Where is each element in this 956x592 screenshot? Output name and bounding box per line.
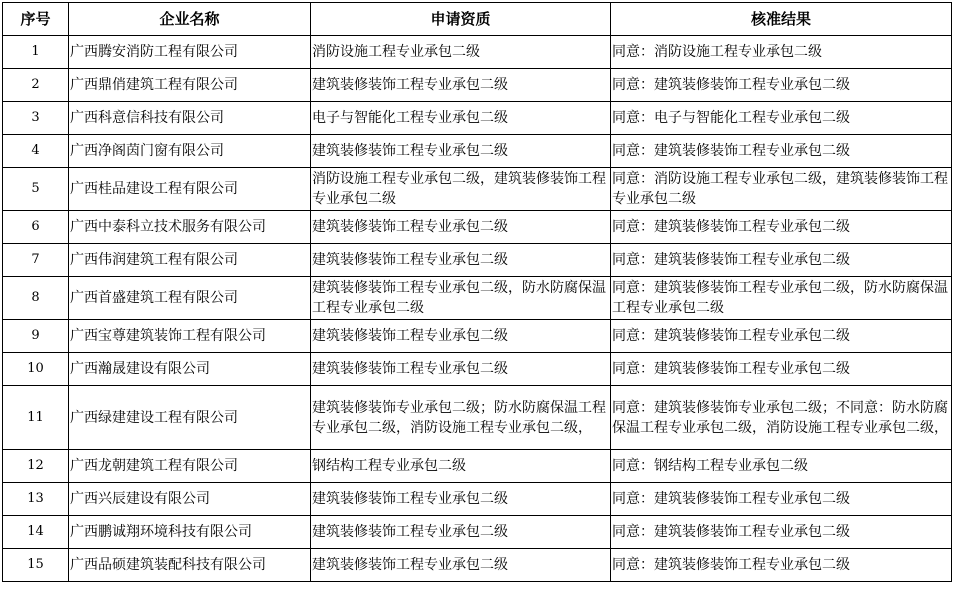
- row-serial-number: 8: [3, 277, 69, 320]
- row-serial-number: 4: [3, 135, 69, 168]
- row-approval-result: 同意：钢结构工程专业承包二级: [611, 450, 952, 483]
- row-company-name: 广西鹏诚翔环境科技有限公司: [69, 516, 311, 549]
- row-applied-qualification: 建筑装修装饰工程专业承包二级: [311, 483, 611, 516]
- row-company-name: 广西首盛建筑工程有限公司: [69, 277, 311, 320]
- header-company-name: 企业名称: [69, 3, 311, 36]
- row-applied-qualification: 建筑装修装饰工程专业承包二级: [311, 211, 611, 244]
- row-company-name: 广西鼎俏建筑工程有限公司: [69, 69, 311, 102]
- row-approval-result: 同意：建筑装修装饰工程专业承包二级，防水防腐保温工程专业承包二级: [611, 277, 952, 320]
- row-approval-result: 同意：消防设施工程专业承包二级，建筑装修装饰工程专业承包二级: [611, 168, 952, 211]
- table-row: [3, 516, 952, 549]
- row-company-name: 广西腾安消防工程有限公司: [69, 36, 311, 69]
- row-applied-qualification: 建筑装修装饰工程专业承包二级: [311, 516, 611, 549]
- row-approval-result: 同意：建筑装修装饰工程专业承包二级: [611, 69, 952, 102]
- table-row: [3, 386, 952, 450]
- header-applied-qualification: 申请资质: [311, 3, 611, 36]
- table-row: [3, 36, 952, 69]
- row-applied-qualification: 电子与智能化工程专业承包二级: [311, 102, 611, 135]
- row-serial-number: 14: [3, 516, 69, 549]
- row-serial-number: 11: [3, 386, 69, 450]
- row-applied-qualification: 消防设施工程专业承包二级，建筑装修装饰工程专业承包二级: [311, 168, 611, 211]
- row-company-name: 广西宝尊建筑装饰工程有限公司: [69, 320, 311, 353]
- row-serial-number: 15: [3, 549, 69, 582]
- row-applied-qualification: 建筑装修装饰工程专业承包二级: [311, 69, 611, 102]
- table-row: [3, 320, 952, 353]
- row-approval-result: 同意：建筑装修装饰工程专业承包二级: [611, 549, 952, 582]
- table-row: [3, 450, 952, 483]
- table-row: [3, 353, 952, 386]
- row-applied-qualification: 建筑装修装饰工程专业承包二级: [311, 244, 611, 277]
- row-approval-result: 同意：建筑装修装饰工程专业承包二级: [611, 244, 952, 277]
- row-company-name: 广西中泰科立技术服务有限公司: [69, 211, 311, 244]
- header-serial-number: 序号: [3, 3, 69, 36]
- row-serial-number: 3: [3, 102, 69, 135]
- row-company-name: 广西绿建建设工程有限公司: [69, 386, 311, 450]
- table-row: [3, 244, 952, 277]
- row-approval-result: 同意：建筑装修装饰工程专业承包二级: [611, 211, 952, 244]
- table-row: [3, 135, 952, 168]
- row-approval-result: 同意：建筑装修装饰工程专业承包二级: [611, 320, 952, 353]
- row-company-name: 广西科意信科技有限公司: [69, 102, 311, 135]
- table-row: [3, 211, 952, 244]
- row-serial-number: 6: [3, 211, 69, 244]
- row-serial-number: 5: [3, 168, 69, 211]
- row-serial-number: 1: [3, 36, 69, 69]
- row-company-name: 广西桂品建设工程有限公司: [69, 168, 311, 211]
- row-serial-number: 2: [3, 69, 69, 102]
- qualification-approval-table: [2, 2, 952, 582]
- header-approval-result: 核准结果: [611, 3, 952, 36]
- row-approval-result: 同意：建筑装修装饰工程专业承包二级: [611, 516, 952, 549]
- row-applied-qualification: 建筑装修装饰工程专业承包二级，防水防腐保温工程专业承包二级: [311, 277, 611, 320]
- row-applied-qualification: 建筑装修装饰工程专业承包二级: [311, 135, 611, 168]
- table-header-row: [3, 3, 952, 36]
- row-serial-number: 7: [3, 244, 69, 277]
- row-company-name: 广西品硕建筑装配科技有限公司: [69, 549, 311, 582]
- row-applied-qualification: 钢结构工程专业承包二级: [311, 450, 611, 483]
- row-approval-result: 同意：建筑装修装饰工程专业承包二级: [611, 135, 952, 168]
- row-approval-result: 同意：电子与智能化工程专业承包二级: [611, 102, 952, 135]
- table-row: [3, 549, 952, 582]
- table-row: [3, 69, 952, 102]
- row-company-name: 广西瀚晟建设有限公司: [69, 353, 311, 386]
- row-approval-result: 同意：建筑装修装饰工程专业承包二级: [611, 483, 952, 516]
- row-serial-number: 10: [3, 353, 69, 386]
- row-applied-qualification: 建筑装修装饰工程专业承包二级: [311, 549, 611, 582]
- row-approval-result: 同意：建筑装修装饰工程专业承包二级: [611, 353, 952, 386]
- row-company-name: 广西兴辰建设有限公司: [69, 483, 311, 516]
- row-serial-number: 12: [3, 450, 69, 483]
- row-company-name: 广西龙朝建筑工程有限公司: [69, 450, 311, 483]
- row-serial-number: 13: [3, 483, 69, 516]
- row-applied-qualification: 建筑装修装饰专业承包二级；防水防腐保温工程专业承包二级，消防设施工程专业承包二级，: [311, 386, 611, 450]
- row-company-name: 广西净阁茵门窗有限公司: [69, 135, 311, 168]
- row-applied-qualification: 建筑装修装饰工程专业承包二级: [311, 353, 611, 386]
- row-applied-qualification: 建筑装修装饰工程专业承包二级: [311, 320, 611, 353]
- table-row: [3, 483, 952, 516]
- table-row: [3, 168, 952, 211]
- row-approval-result: 同意：消防设施工程专业承包二级: [611, 36, 952, 69]
- row-approval-result: 同意：建筑装修装饰专业承包二级；不同意：防水防腐保温工程专业承包二级，消防设施工程专业承包二级，: [611, 386, 952, 450]
- table-row: [3, 102, 952, 135]
- table-row: [3, 277, 952, 320]
- row-applied-qualification: 消防设施工程专业承包二级: [311, 36, 611, 69]
- row-company-name: 广西伟润建筑工程有限公司: [69, 244, 311, 277]
- row-serial-number: 9: [3, 320, 69, 353]
